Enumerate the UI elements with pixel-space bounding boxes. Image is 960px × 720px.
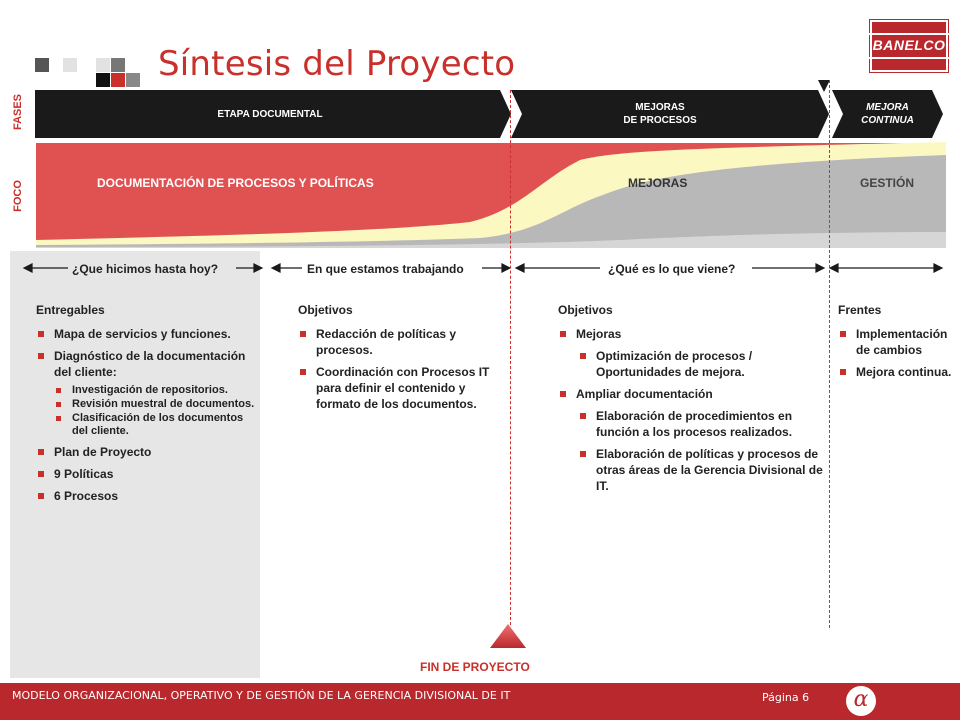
entregables-column xyxy=(36,302,258,510)
phase-divider-dashed-line xyxy=(829,80,830,628)
focus-label-gestion: GESTIÓN xyxy=(860,176,915,190)
sub-list-item: Clasificación de los documentos del cliente. xyxy=(54,412,258,438)
list-item: Ampliar documentación xyxy=(558,386,828,402)
objetivos-futuro-column xyxy=(558,302,828,500)
phase-label-continua xyxy=(840,101,935,127)
timeline-label-present: En que estamos trabajando xyxy=(307,262,464,276)
phase-label-mejoras xyxy=(600,101,720,127)
sub-list-item: Elaboración de políticas y procesos de otras áreas de la Gerencia Divisional de IT. xyxy=(578,446,828,494)
phase-label-continua-line2: CONTINUA xyxy=(861,115,914,126)
list-item: Mejoras xyxy=(558,326,828,342)
logo-text: BANELCO xyxy=(872,37,946,53)
frentes-title: Frentes xyxy=(838,303,882,317)
objetivos-futuro-title: Objetivos xyxy=(558,303,613,317)
page-title: Síntesis del Proyecto xyxy=(158,44,516,84)
objetivos-actual-column xyxy=(298,302,498,418)
footer-text: MODELO ORGANIZACIONAL, OPERATIVO Y DE GESTIÓN DE LA GERENCIA DIVISIONAL DE IT xyxy=(12,689,511,702)
focus-label-documentacion: DOCUMENTACIÓN DE PROCESOS Y POLÍTICAS xyxy=(97,176,374,190)
sub-list-item: Optimización de procesos / Oportunidades de mejora. xyxy=(578,348,828,380)
phase-label-documental: ETAPA DOCUMENTAL xyxy=(217,109,323,120)
list-item: Redacción de políticas y procesos. xyxy=(298,326,498,358)
entregables-title: Entregables xyxy=(36,303,105,317)
alpha-logo-icon: α xyxy=(846,686,876,716)
list-item-text: Diagnóstico de la documentación del cliente: xyxy=(54,349,246,379)
sub-list-item: Investigación de repositorios. xyxy=(54,384,258,397)
phase-label-continua-line1: MEJORA xyxy=(866,102,909,113)
page-number: Página 6 xyxy=(762,691,810,704)
list-item: Coordinación con Procesos IT para definir el contenido y formato de los documentos. xyxy=(298,364,498,412)
list-item: Plan de Proyecto xyxy=(36,444,258,460)
list-item: Mapa de servicios y funciones. xyxy=(36,326,258,342)
objetivos-actual-title: Objetivos xyxy=(298,303,353,317)
phase-label-mejoras-line1: MEJORAS xyxy=(635,102,685,113)
phase-label-mejoras-line2: DE PROCESOS xyxy=(623,115,697,126)
foco-label: FOCO xyxy=(12,180,24,212)
project-end-marker-icon xyxy=(488,622,528,652)
project-end-dashed-line xyxy=(510,90,511,625)
list-item: 6 Procesos xyxy=(36,488,258,504)
sub-list-item: Revisión muestral de documentos. xyxy=(54,398,258,411)
list-item: Implementación de cambios xyxy=(838,326,958,358)
list-item: Mejora continua. xyxy=(838,364,958,380)
sub-list-item: Elaboración de procedimientos en función a los procesos realizados. xyxy=(578,408,828,440)
fases-label: FASES xyxy=(12,93,24,131)
frentes-column xyxy=(838,302,958,386)
list-item: 9 Políticas xyxy=(36,466,258,482)
timeline-label-past: ¿Que hicimos hasta hoy? xyxy=(72,262,219,276)
timeline-label-future: ¿Qué es lo que viene? xyxy=(608,262,736,276)
project-end-label: FIN DE PROYECTO xyxy=(420,660,530,674)
focus-label-mejoras: MEJORAS xyxy=(628,176,688,190)
list-item xyxy=(36,348,258,438)
